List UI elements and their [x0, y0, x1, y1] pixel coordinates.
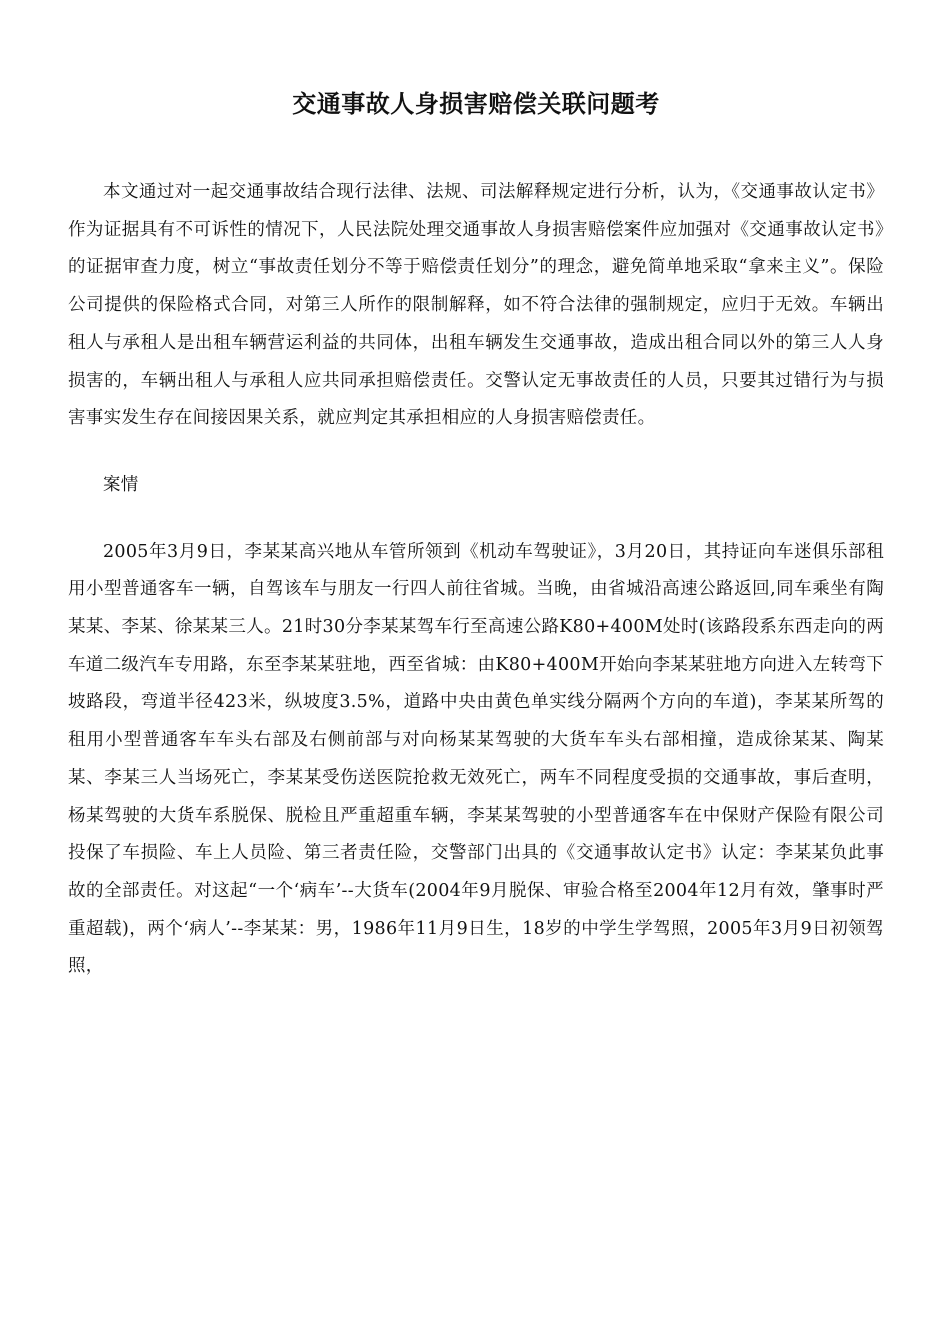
case-paragraph: 2005年3月9日，李某某高兴地从车管所领到《机动车驾驶证》，3月20日，其持证向车迷俱乐部租用小型普通客车一辆，自驾该车与朋友一行四人前往省城。当晚，由省城沿高速公路返回,同车乘坐有陶某某、李某、徐某某三人。21时30分李某某驾车行至高速公路K80+400M处时(该路段系东西走向的两车道二级汽车专用路，东至李某某驻地，西至省城：由K80+400M开始向李某某驻地方向进入左转弯下坡路段，弯道半径423米，纵坡度3.5%，道路中央由黄色单实线分隔两个方向的车道)，李某某所驾的租用小型普通客车车头右部及右侧前部与对向杨某某驾驶的大货车车头右部相撞，造成徐某某、陶某某、李某三人当场死亡，李某某受伤送医院抢救无效死亡，两车不同程度受损的交通事故，事后查明，杨某驾驶的大货车系脱保、脱检且严重超重车辆，李某某驾驶的小型普通客车在中保财产保险有限公司投保了车损险、车上人员险、第三者责任险，交警部门出具的《交通事故认定书》认定：李某某负此事故的全部责任。对这起“一个‘病车’--大货车(2004年9月脱保、审验合格至2004年12月有效，肇事时严重超载)，两个‘病人’--李某某：男，1986年11月9日生，18岁的中学生学驾照，2005年3月9日初领驾照，	[68, 541, 884, 977]
abstract-paragraph: 本文通过对一起交通事故结合现行法律、法规、司法解释规定进行分析，认为，《交通事故认定书》作为证据具有不可诉性的情况下，人民法院处理交通事故人身损害赔偿案件应加强对《交通事故认定书》的证据审查力度，树立“事故责任划分不等于赔偿责任划分”的理念，避免简单地采取“拿来主义”。保险公司提供的保险格式合同，对第三人所作的限制解释，如不符合法律的强制规定，应归于无效。车辆出租人与承租人是出租车辆营运利益的共同体，出租车辆发生交通事故，造成出租合同以外的第三人人身损害的，车辆出租人与承租人应共同承担赔偿责任。交警认定无事故责任的人员，只要其过错行为与损害事实发生存在间接因果关系，就应判定其承担相应的人身损害赔偿责任。	[68, 182, 884, 429]
document-title: 交通事故人身损害赔偿关联问题考	[292, 89, 660, 118]
section-heading: 案情	[103, 474, 139, 495]
